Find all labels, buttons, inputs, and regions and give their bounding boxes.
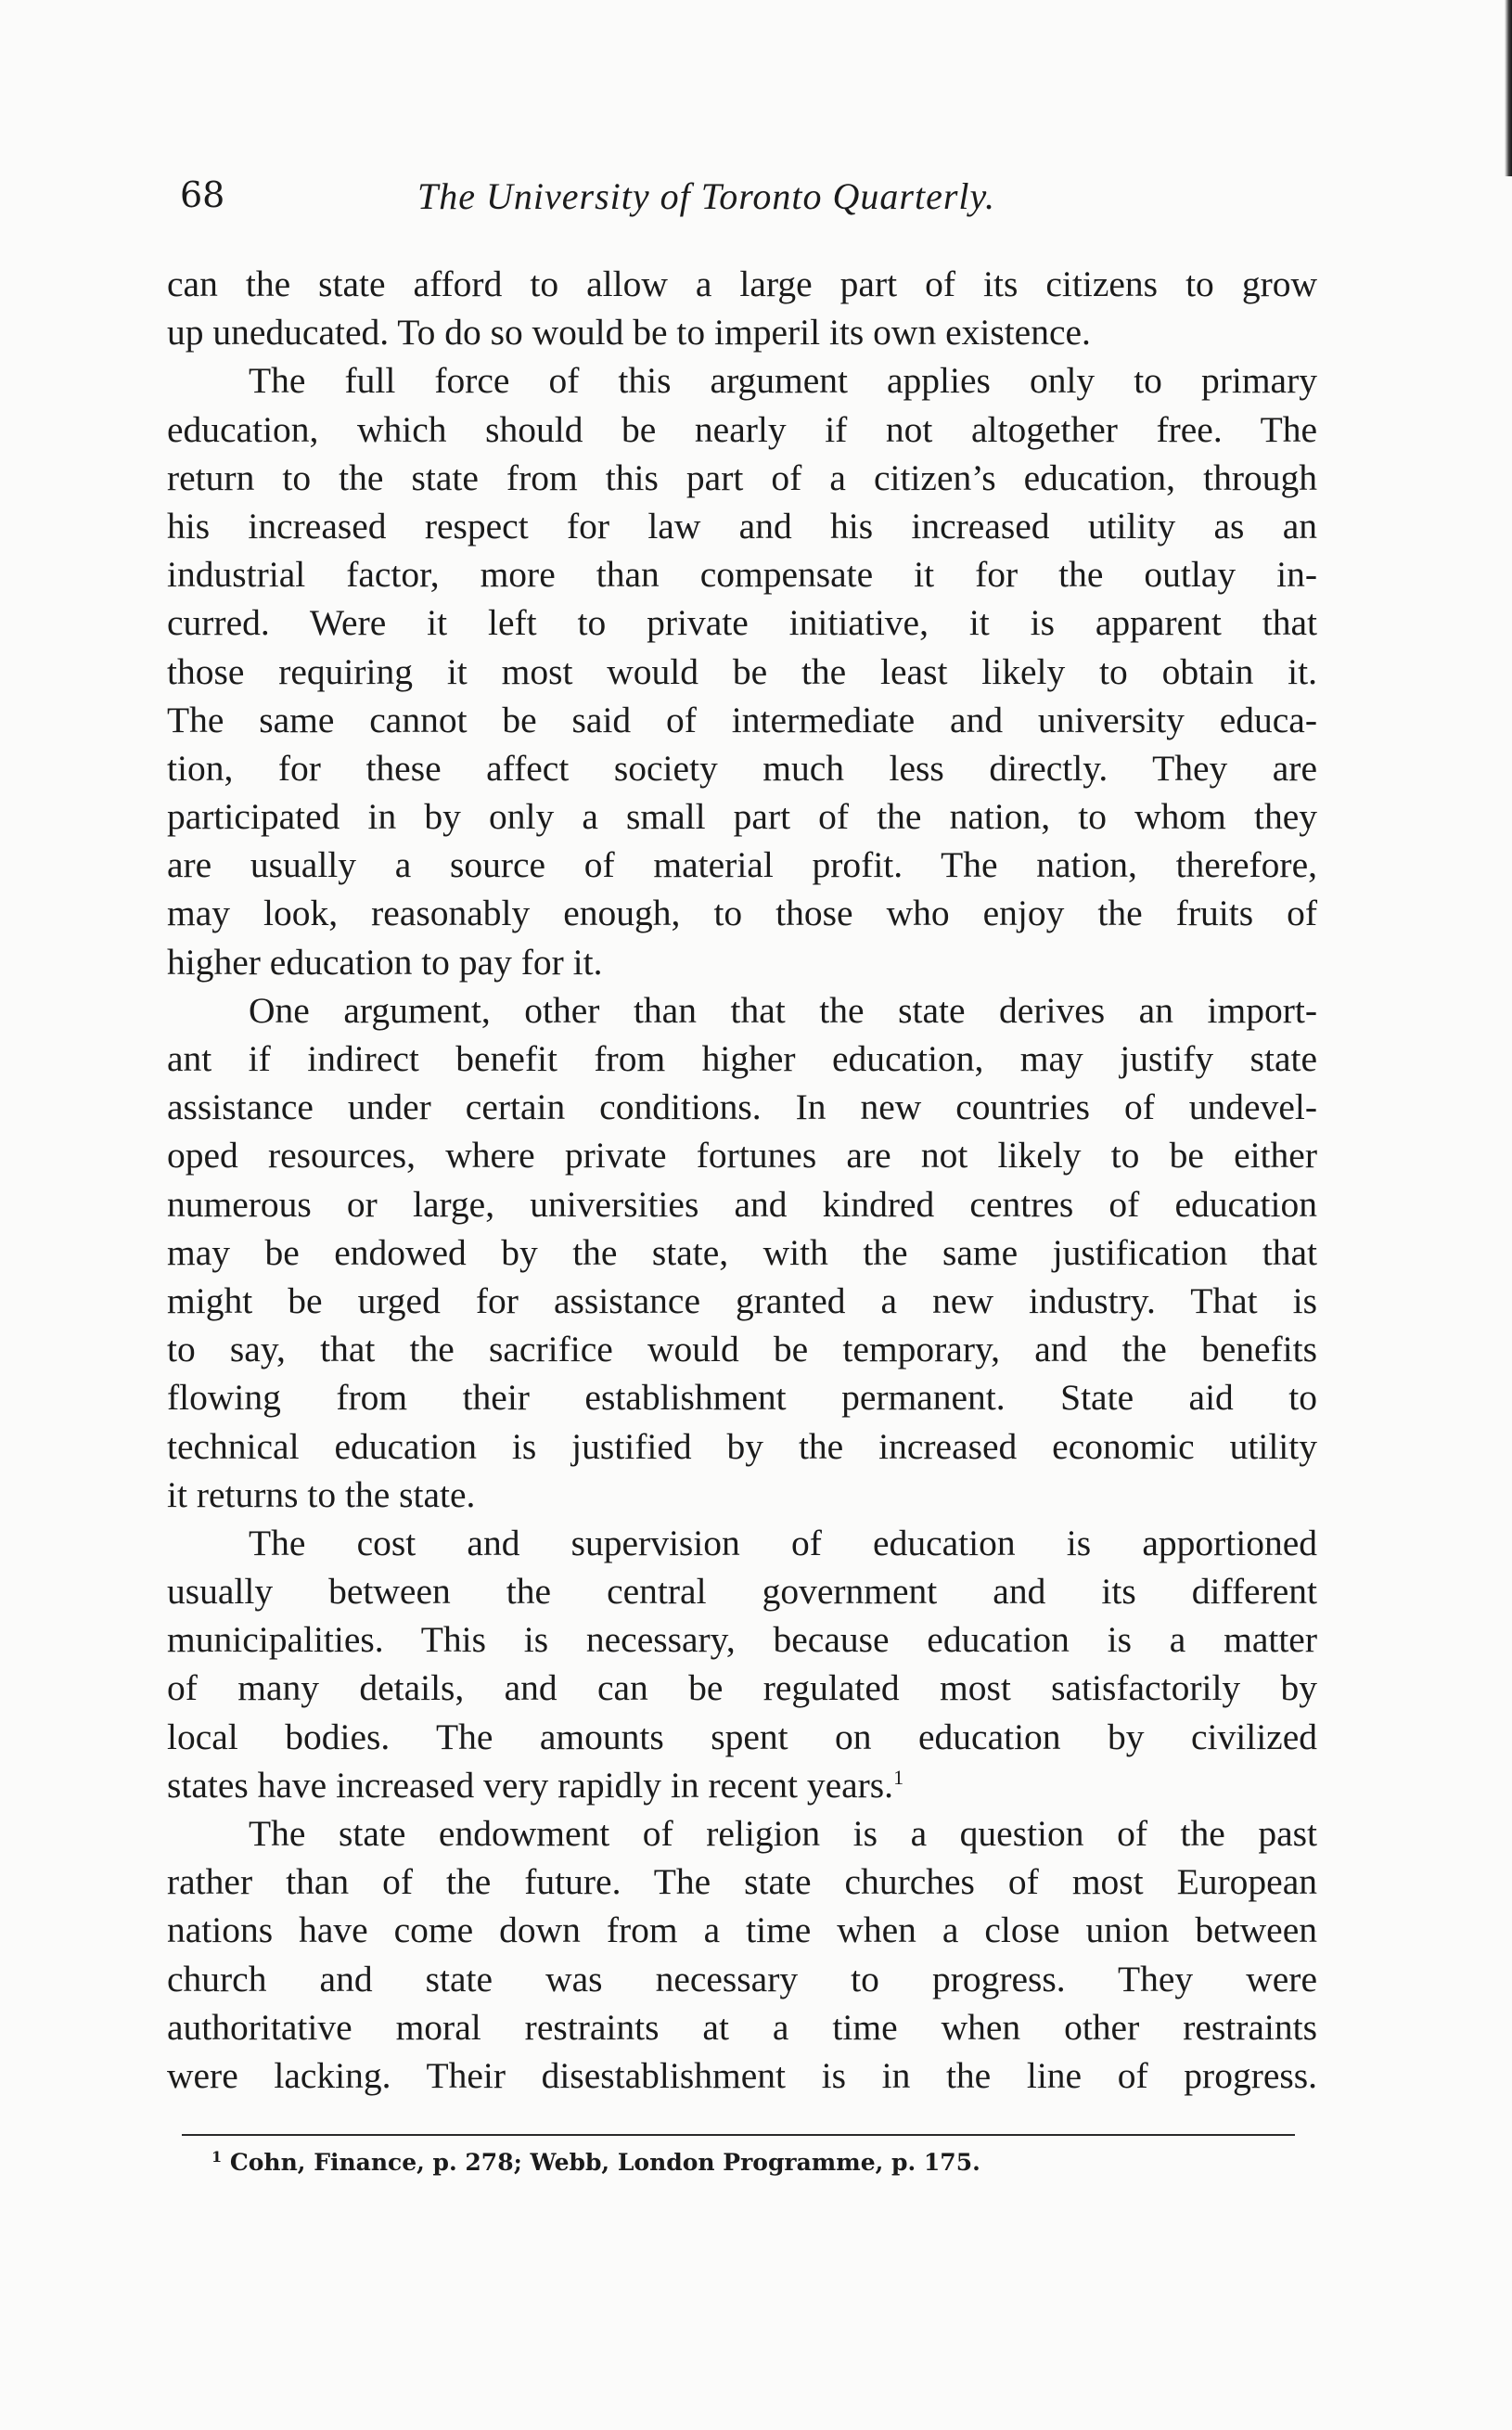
text-line-content: One argument, other than that the state derives an import- (249, 989, 1317, 1031)
text-line-content: rather than of the future. The state churches of most European (167, 1861, 1317, 1903)
text-line (167, 260, 1317, 308)
text-line-content: usually between the central government and its different (167, 1571, 1317, 1613)
text-line-content: are usually a source of material profit. The nation, therefore, (167, 844, 1317, 886)
text-line-content: it returns to the state. (167, 1473, 476, 1515)
text-line-content: states have increased very rapidly in recent years. (167, 1764, 894, 1806)
text-line-content: may look, reasonably enough, to those who enjoy the fruits of (167, 893, 1317, 934)
text-line-content: technical education is justified by the increased economic utility (167, 1425, 1317, 1467)
text-line-content: industrial factor, more than compensate it for the outlay in- (167, 554, 1317, 596)
text-line (167, 1131, 1317, 1179)
text-line (167, 2051, 1317, 2100)
text-line-content: to say, that the sacrifice would be temporary, and the benefits (167, 1329, 1317, 1370)
text-line-content: The state endowment of religion is a question of the past (249, 1813, 1317, 1854)
text-line-content: curred. Were it left to private initiative, it is apparent that (167, 602, 1317, 644)
text-line (167, 405, 1317, 454)
footnote-reference: 1 (893, 1765, 904, 1789)
running-title: The University of Toronto Quarterly. (417, 175, 996, 217)
text-line (167, 938, 1317, 986)
text-line (167, 744, 1317, 792)
text-line-content: authoritative moral restraints at a time when other restraints (167, 2006, 1317, 2048)
text-line-content: can the state afford to allow a large part of its citizens to grow (167, 264, 1317, 304)
text-line (167, 1277, 1317, 1325)
footnote (211, 2147, 1278, 2179)
text-line (167, 308, 1317, 356)
text-line (167, 1422, 1317, 1471)
text-line-content: tion, for these affect society much less directly. They are (167, 747, 1317, 789)
text-line (167, 1713, 1317, 1761)
text-line (167, 2003, 1317, 2051)
text-line (167, 1180, 1317, 1228)
text-line-content: higher education to pay for it. (167, 941, 603, 983)
text-line-content: of many details, and can be regulated most satisfactorily by (167, 1667, 1317, 1709)
text-line (167, 841, 1317, 889)
text-line (167, 1955, 1317, 2003)
text-line-content: may be endowed by the state, with the same justification that (167, 1231, 1317, 1273)
text-line-content: ant if indirect benefit from higher education, may justify state (167, 1038, 1317, 1079)
footnote-rule (182, 2134, 1295, 2136)
text-line (167, 1906, 1317, 1954)
text-line-content: flowing from their establishment permanent. State aid to (167, 1377, 1317, 1419)
footnote-text: Cohn, Finance, p. 278; Webb, London Programme, p. 175. (229, 2149, 980, 2176)
text-line-content: nations have come down from a time when a close union between (167, 1909, 1317, 1951)
text-line (167, 1664, 1317, 1712)
text-line (167, 1035, 1317, 1083)
text-line (167, 1858, 1317, 1906)
text-line (167, 1373, 1317, 1421)
text-line-content: numerous or large, universities and kindred centres of education (167, 1183, 1317, 1225)
text-line (167, 1325, 1317, 1373)
text-line-content: education, which should be nearly if not altogether free. The (167, 408, 1317, 450)
text-line (167, 1567, 1317, 1615)
text-line (167, 1615, 1317, 1664)
text-line (167, 1471, 1317, 1519)
text-line-content: The same cannot be said of intermediate and university educa- (167, 699, 1317, 740)
text-line (167, 1228, 1317, 1277)
text-line-content: assistance under certain conditions. In new countries of undevel- (167, 1086, 1317, 1128)
text-line-content: return to the state from this part of a citizen’s education, through (167, 456, 1317, 498)
text-line (167, 1761, 1317, 1809)
text-line-content: might be urged for assistance granted a new industry. That is (167, 1279, 1317, 1321)
text-line (167, 550, 1317, 598)
text-line (167, 696, 1317, 744)
text-line-content: were lacking. Their disestablishment is in the line of progress. (167, 2054, 1317, 2096)
text-line-content: up uneducated. To do so would be to imperil its own existence. (167, 312, 1091, 354)
footnote-marker: 1 (211, 2148, 223, 2166)
page-number: 68 (180, 174, 225, 215)
page-edge-shadow (1505, 0, 1512, 176)
text-line-content: oped resources, where private fortunes are not likely to be either (167, 1135, 1317, 1176)
text-line (167, 986, 1317, 1035)
text-line (167, 648, 1317, 696)
text-line (167, 356, 1317, 405)
body-text (167, 260, 1317, 2100)
text-line (167, 1519, 1317, 1567)
text-line-content: municipalities. This is necessary, because education is a matter (167, 1619, 1317, 1661)
text-line (167, 454, 1317, 502)
text-line (167, 1083, 1317, 1131)
text-line-content: church and state was necessary to progress. They were (167, 1958, 1317, 1999)
text-line (167, 1809, 1317, 1858)
text-line (167, 889, 1317, 937)
text-line-content: participated in by only a small part of the nation, to whom they (167, 796, 1317, 838)
text-line-content: his increased respect for law and his increased utility as an (167, 505, 1317, 546)
text-line-content: local bodies. The amounts spent on education by civilized (167, 1716, 1317, 1757)
text-line (167, 598, 1317, 647)
text-line-content: those requiring it most would be the least likely to obtain it. (167, 650, 1317, 692)
text-line (167, 502, 1317, 550)
text-line (167, 792, 1317, 841)
text-line-content: The full force of this argument applies only to primary (249, 360, 1317, 402)
text-line-content: The cost and supervision of education is apportioned (249, 1522, 1317, 1563)
page-header (176, 174, 1317, 230)
